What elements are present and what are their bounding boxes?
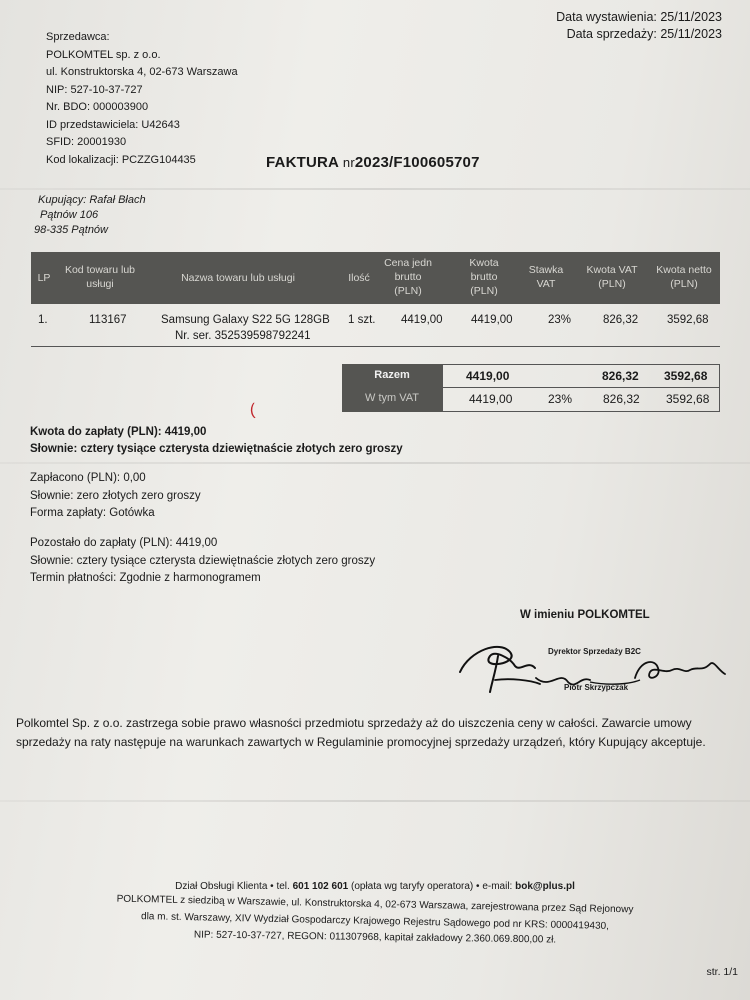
- seller-line: Kod lokalizacji: PCZZG104435: [46, 153, 196, 166]
- totals-divider: [442, 387, 720, 388]
- col-vat-rate: Stawka VAT: [528, 264, 564, 290]
- row-vat-rate: 23%: [548, 314, 572, 326]
- col-net: Kwota netto (PLN): [656, 264, 712, 290]
- on-behalf: W imieniu POLKOMTEL: [520, 609, 650, 621]
- footer-line3: dla m. st. Warszawy, XIV Wydział Gospodarczy Krajowego Rejestru Sądowego pod nr KRS: 0000419430,: [140, 911, 610, 932]
- seller-block: [46, 29, 238, 169]
- row-net: 3592,68: [667, 314, 709, 326]
- seller-line: ul. Konstruktorska 4, 02-673 Warszawa: [46, 66, 238, 78]
- row-name: Samsung Galaxy S22 5G 128GB: [161, 314, 330, 326]
- seller-line: ID przedstawiciela: U42643: [46, 118, 180, 131]
- buyer-line: Pątnów 106: [40, 209, 99, 221]
- wtym-label: W tym VAT: [365, 392, 419, 404]
- invoice-number: 2023/F100605707: [354, 154, 480, 171]
- seller-heading: Sprzedawca:: [46, 31, 110, 43]
- paid-amount: Zapłacono (PLN): 0,00: [30, 472, 146, 484]
- table-row: [31, 310, 720, 348]
- razem-vat: 826,32: [602, 369, 639, 383]
- ownership-note: Polkomtel Sp. z o.o. zastrzega sobie prawo własności przedmiotu sprzedaży aż do uiszczenia ceny w całości. Zawarcie umowy sprzedaży na raty następuje na warunkach zawartych w Regulaminie promocyjnej sprzedaży urządzeń, który Kupujący akceptuje.: [16, 716, 706, 749]
- payment-form: Forma zapłaty: Gotówka: [30, 507, 155, 519]
- footer-line2: POLKOMTEL z siedzibą w Warszawie, ul. Konstruktorska 4, 02-673 Warszawa, zarejestrowana przez Sąd Rejonowy: [116, 893, 634, 916]
- seller-line: Nr. BDO: 000003900: [46, 101, 149, 113]
- footer-line1-b: (opłata wg taryfy operatora) • e-mail:: [350, 881, 513, 892]
- remaining-amount: Pozostało do zapłaty (PLN): 4419,00: [30, 537, 218, 549]
- footer-contact: [0, 881, 750, 892]
- buyer-heading: Kupujący: Rafał Błach: [38, 194, 146, 206]
- totals-box: [342, 364, 720, 412]
- col-qty: Ilość: [348, 272, 370, 284]
- seller-line: SFID: 20001930: [46, 136, 127, 148]
- footer-line4: NIP: 527-10-37-727, REGON: 011307968, kapitał zakładowy 2.360.069.800,00 zł.: [193, 929, 557, 946]
- handwritten-mark: (: [247, 401, 258, 420]
- row-vat: 826,32: [603, 314, 639, 326]
- paper-fold: [0, 188, 750, 190]
- buyer-line: 98-335 Pątnów: [34, 224, 108, 236]
- signer-role: Dyrektor Sprzedaży B2C: [548, 647, 641, 656]
- col-gross: Kwota brutto (PLN): [469, 257, 499, 297]
- signature-scribble: [440, 630, 740, 710]
- items-table-header: [31, 252, 720, 304]
- signer-name: Piotr Skrzypczak: [564, 683, 629, 692]
- razem-net: 3592,68: [664, 369, 708, 383]
- sale-date: Data sprzedaży: 25/11/2023: [566, 27, 722, 41]
- seller-line: POLKOMTEL sp. z o.o.: [46, 48, 161, 61]
- payment-term: Termin płatności: Zgodnie z harmonogramem: [30, 572, 261, 584]
- invoice-nr-label: nr: [342, 155, 355, 170]
- row-gross: 4419,00: [471, 314, 513, 326]
- wtym-vat: 826,32: [603, 392, 640, 406]
- razem-gross: 4419,00: [466, 369, 510, 383]
- footer-line1-a: Dział Obsługi Klienta • tel.: [175, 881, 290, 892]
- due-amount: Kwota do zapłaty (PLN): 4419,00: [30, 426, 207, 438]
- wtym-rate: 23%: [548, 392, 573, 406]
- row-code: 113167: [89, 314, 127, 326]
- col-vat: Kwota VAT (PLN): [586, 264, 638, 290]
- row-qty: 1 szt.: [348, 314, 376, 326]
- paid-words: Słownie: zero złotych zero groszy: [30, 489, 201, 502]
- row-unit-gross: 4419,00: [401, 314, 443, 326]
- paper-fold: [0, 800, 750, 802]
- invoice-label: FAKTURA: [266, 154, 339, 171]
- razem-label: Razem: [374, 369, 410, 381]
- payment-paid: [30, 470, 201, 523]
- buyer-block: [34, 193, 146, 238]
- due-words: Słownie: cztery tysiące czterysta dziewiętnaście złotych zero groszy: [30, 443, 403, 455]
- col-unit-gross: Cena jedn brutto (PLN): [384, 257, 432, 297]
- col-lp: LP: [37, 272, 51, 284]
- row-serial: Nr. ser. 352539598792241: [175, 330, 311, 342]
- invoice-dates: [556, 9, 722, 43]
- footer-phone: 601 102 601: [292, 881, 349, 892]
- payment-remaining: [30, 535, 375, 588]
- payment-due: [30, 424, 403, 458]
- page-number: str. 1/1: [706, 966, 738, 978]
- col-code: Kod towaru lub usługi: [64, 264, 136, 290]
- invoice-title: [266, 154, 480, 171]
- row-lp: 1.: [38, 314, 48, 326]
- seller-line: NIP: 527-10-37-727: [46, 83, 143, 96]
- remaining-words: Słownie: cztery tysiące czterysta dziewiętnaście złotych zero groszy: [30, 554, 376, 567]
- col-name: Nazwa towaru lub usługi: [181, 272, 295, 284]
- footer-email: bok@plus.pl: [515, 881, 575, 892]
- wtym-net: 3592,68: [666, 392, 710, 406]
- wtym-gross: 4419,00: [469, 392, 513, 406]
- row-divider: [31, 346, 720, 347]
- issue-date: Data wystawienia: 25/11/2023: [556, 10, 722, 24]
- paper-fold: [0, 462, 750, 464]
